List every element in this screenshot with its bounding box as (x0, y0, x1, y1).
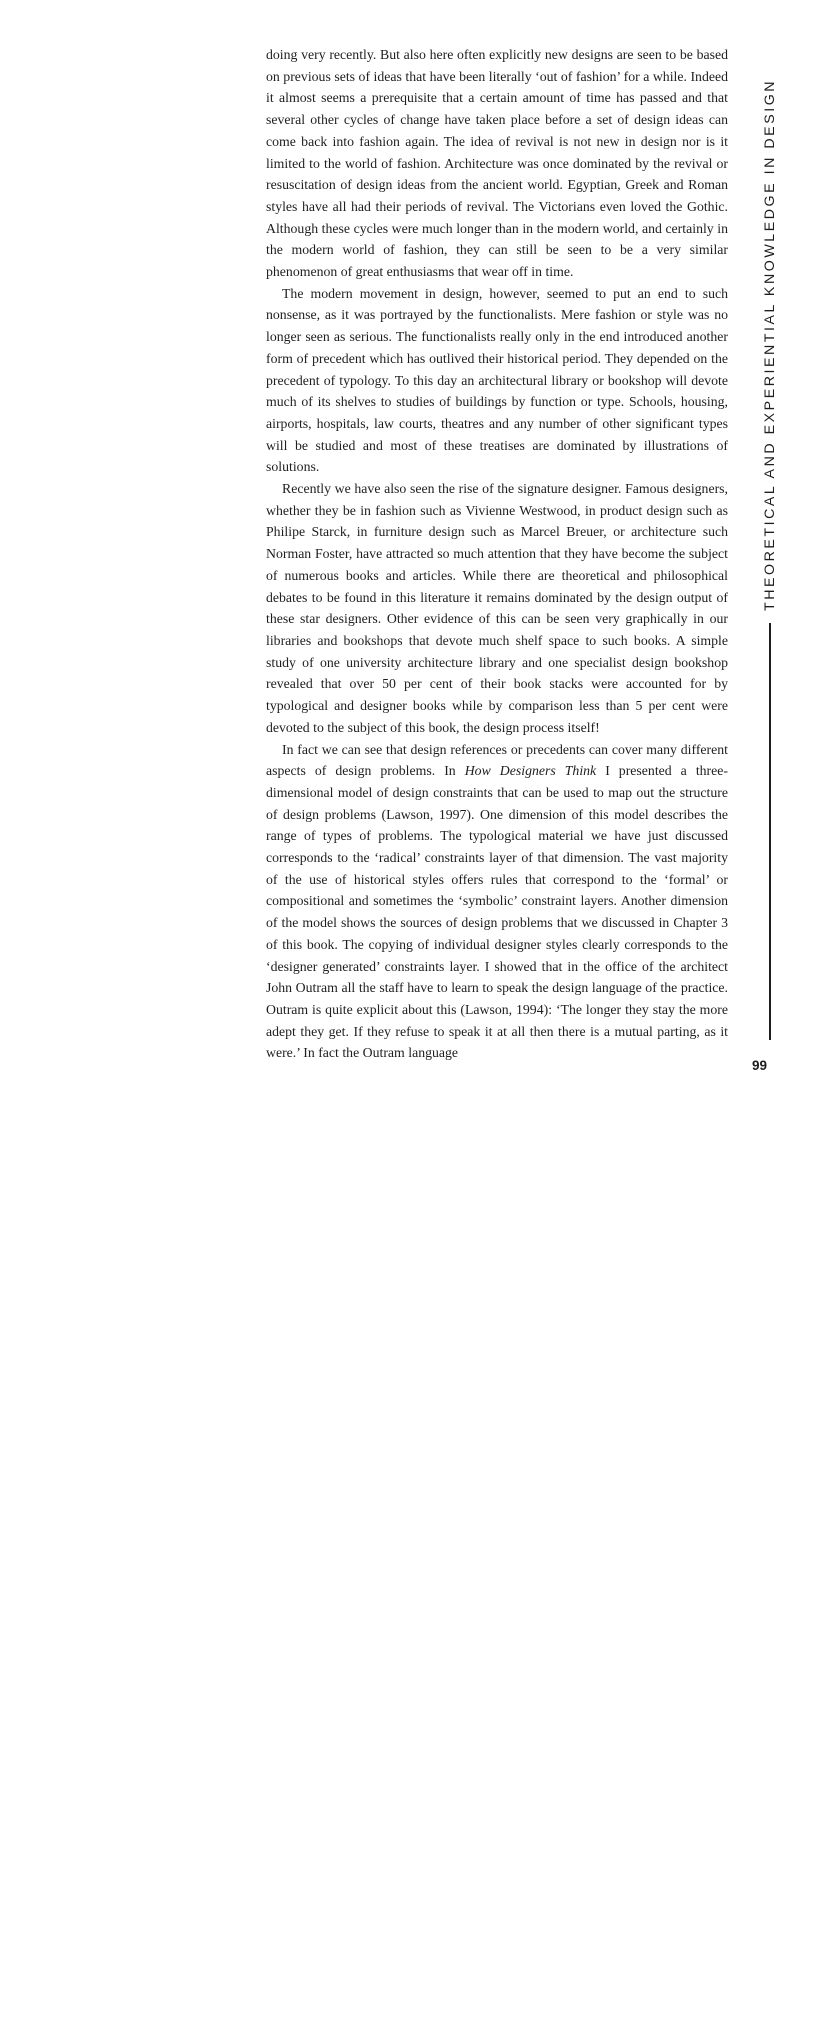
running-head-title: THEORETICAL AND EXPERIENTIAL KNOWLEDGE IN DESIGN (762, 78, 778, 611)
paragraph-4-lead: In fact we can see that design references or precedents can cover many different aspects of design problems. In (266, 741, 728, 779)
running-head-rule (769, 623, 771, 1040)
book-title-how-designers-think: How Designers Think (464, 763, 597, 779)
paragraph-3: Recently we have also seen the rise of the signature designer. Famous designers, whether they be in fashion such as Vivienne Westwood, in product design such as Philipe Starck, in furniture design such as Marcel Breuer, or architecture such Norman Foster, have attracted so much attention that they have become the subject of numerous books and articles. While there are theoretical and philosophical debates to be found in this literature it remains dominated by the design output of these star designers. Other evidence of this can be seen very graphically in our libraries and bookshops that devote much shelf space to such books. A simple study of one university architecture library and one specialist design bookshop revealed that over 50 per cent of their book stacks were accounted for by typological and designer books while by comparison less than 5 per cent were devoted to the subject of this book, the design process itself! (266, 481, 728, 735)
paragraph-4 (266, 739, 728, 1065)
running-head (760, 78, 780, 2040)
body-text (266, 44, 728, 1064)
paragraph-1: doing very recently. But also here often explicitly new designs are seen to be based on previous sets of ideas that have been literally ‘out of fashion’ for a while. Indeed it almost seems a prerequisite that a certain amount of time has passed and that several other cycles of change have taken place before a set of design ideas can come back into fashion again. The idea of revival is not new in design nor is it limited to the world of fashion. Architecture was once dominated by the revival or resuscitation of design ideas from the ancient world. Egyptian, Greek and Roman styles have all had their periods of revival. The Victorians even loved the Gothic. Although these cycles were much longer than in the modern world, and certainly in the modern world of fashion, they can still be seen to be a very similar phenomenon of great enthusiasms that wear off in time. (266, 47, 728, 280)
paragraph-4-rest: I presented a three-dimensional model of design constraints that can be used to map out the structure of design problems (Lawson, 1997). One dimension of this model describes the range of types of problems. The typological material we have just discussed corresponds to the ‘radical’ constraints layer of that dimension. The vast majority of the use of historical styles offers rules that correspond to the ‘formal’ or compositional and sometimes the ‘symbolic’ constraint layers. Another dimension of the model shows the sources of design problems that we discussed in Chapter 3 of this book. The copying of individual designer styles clearly corresponds to the ‘designer generated’ constraints layer. I showed that in the office of the architect John Outram all the staff have to learn to speak the design language of the practice. Outram is quite explicit about this (Lawson, 1994): ‘The longer they stay the more adept they get. If they refuse to speak it at all then there is a mutual parting, as it were.’ In fact the Outram language (266, 763, 728, 1061)
page-number: 99 (752, 1058, 768, 1073)
paragraph-2: The modern movement in design, however, seemed to put an end to such nonsense, as it was portrayed by the functionalists. Mere fashion or style was no longer seen as serious. The functionalists really only in the end introduced another form of precedent which has outlived their historical period. They depended on the precedent of typology. To this day an architectural library or bookshop will devote much of its shelves to studies of buildings by function or type. Schools, housing, airports, hospitals, law courts, theatres and any number of other significant types will be studied and most of these treatises are dominated by illustrations of solutions. (266, 285, 728, 475)
